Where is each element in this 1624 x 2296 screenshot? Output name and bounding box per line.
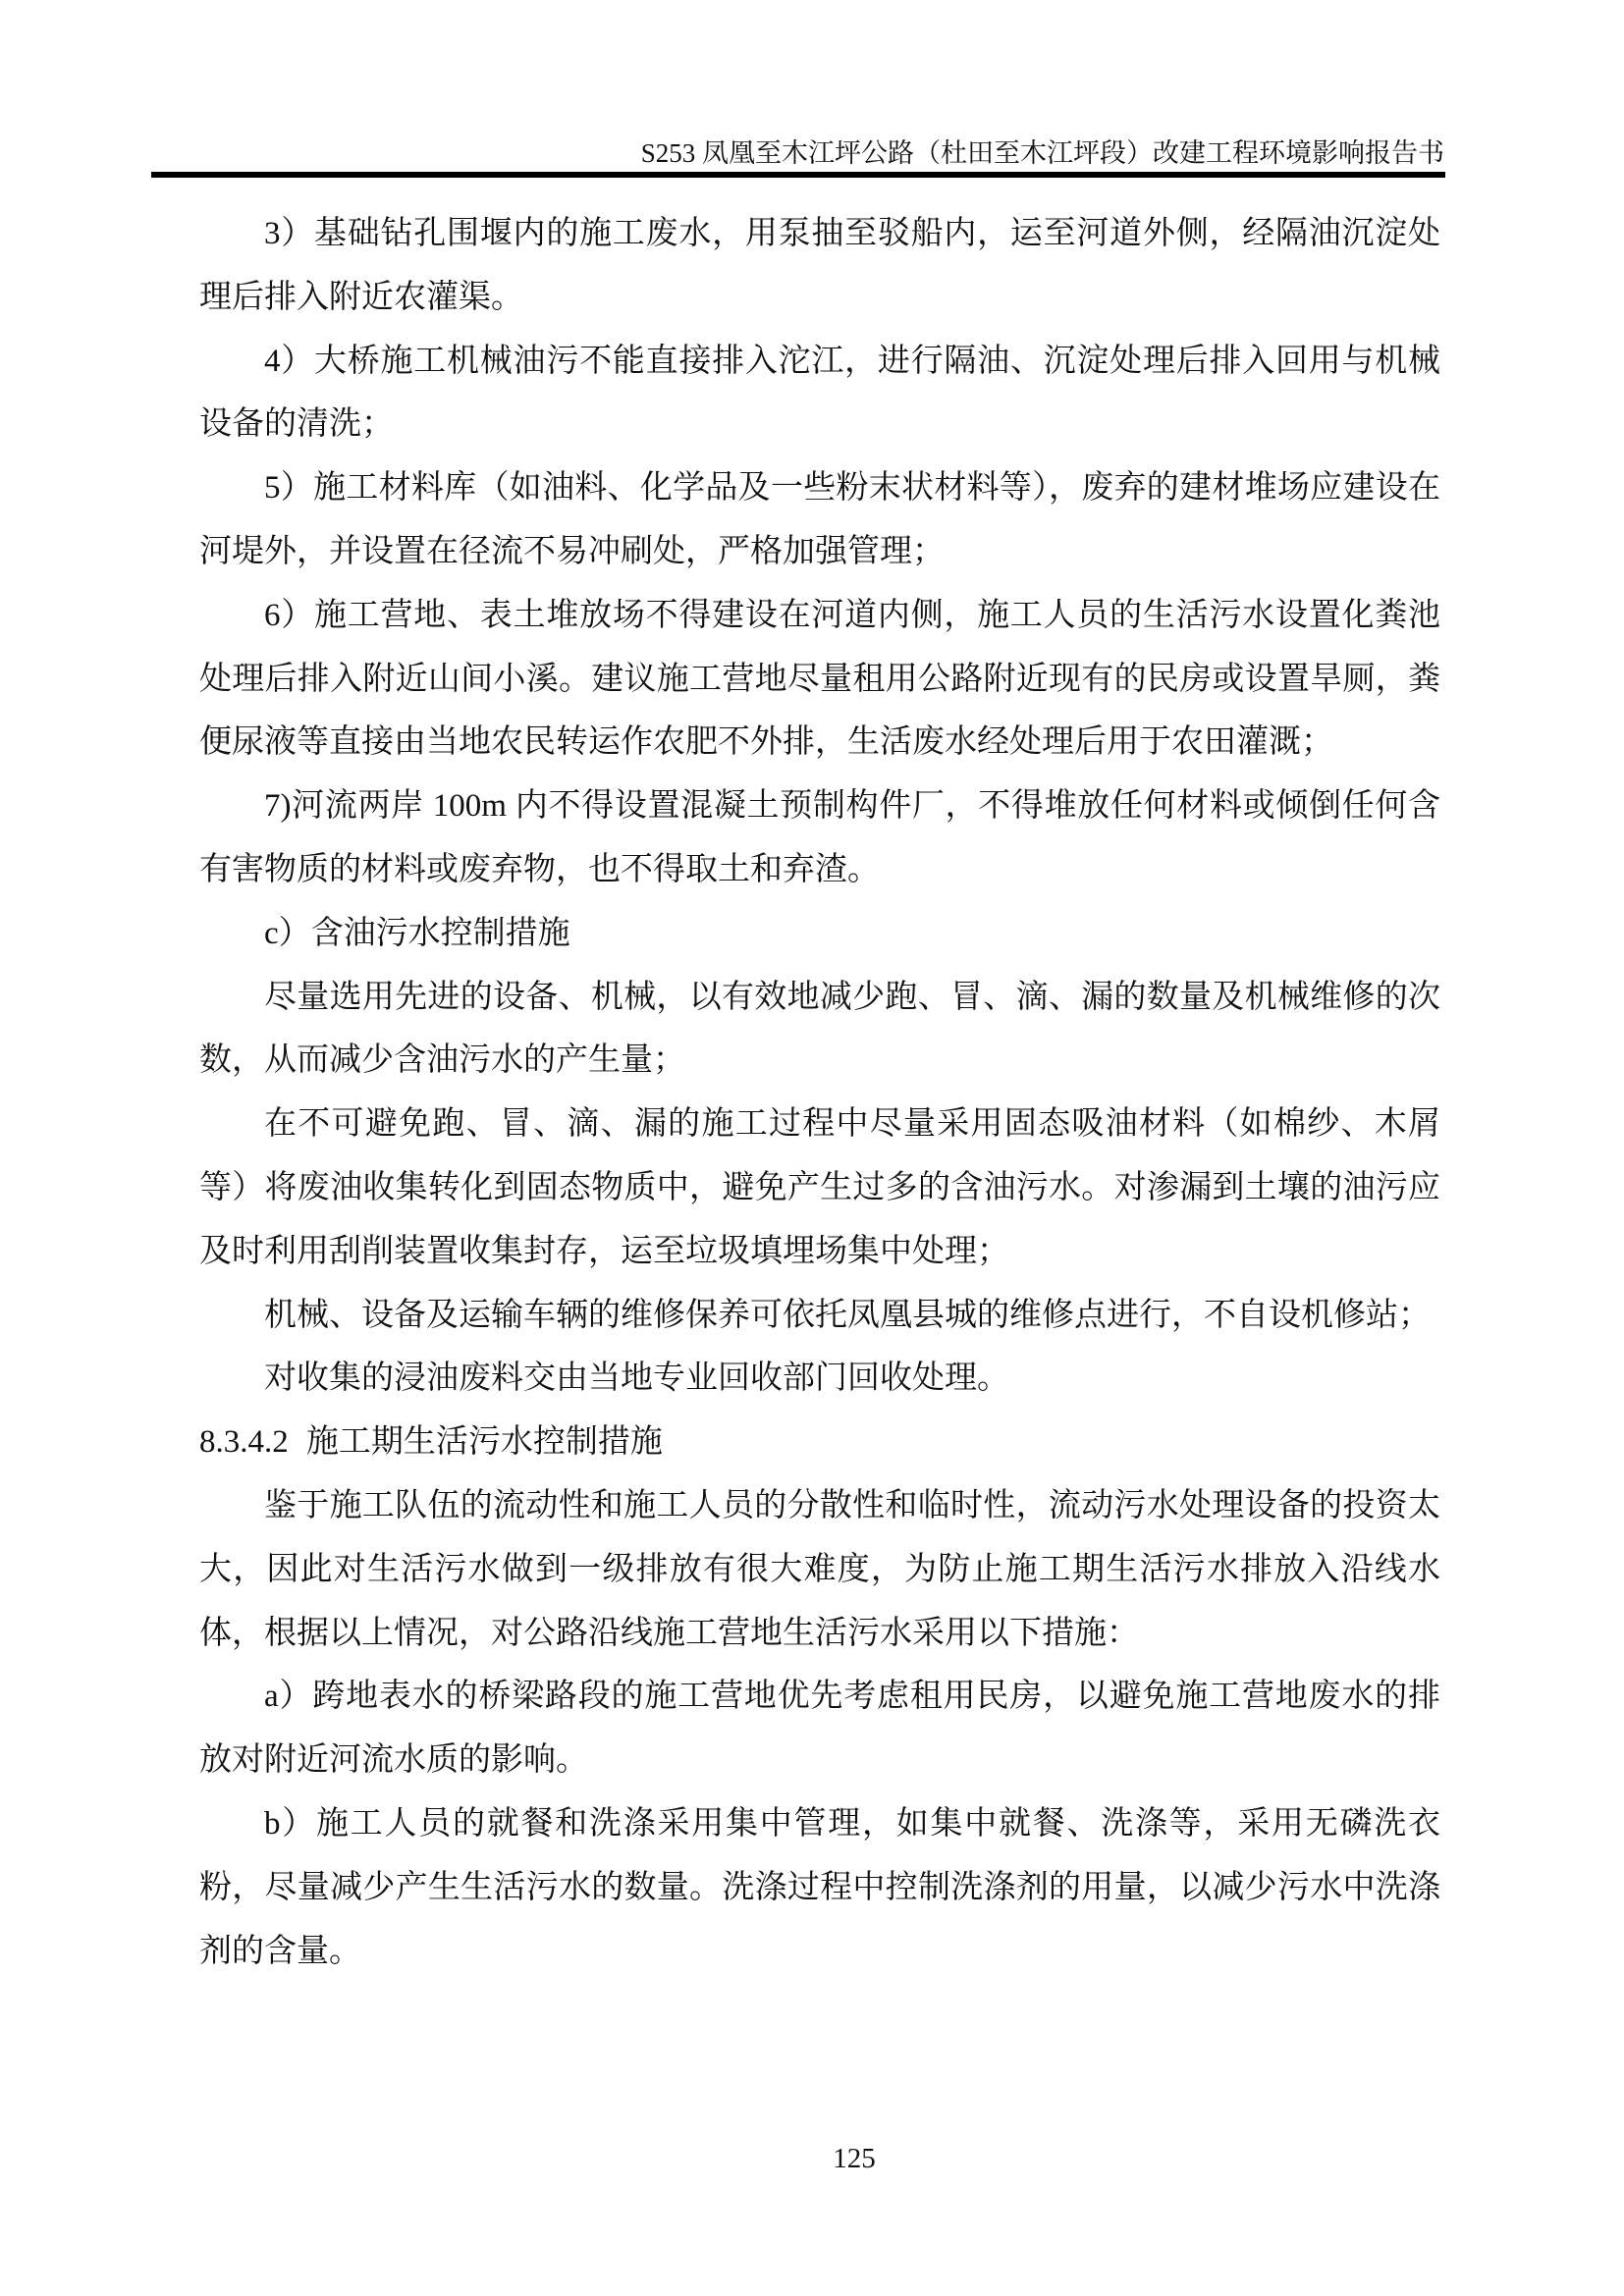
paragraph: 在不可避免跑、冒、滴、漏的施工过程中尽量采用固态吸油材料（如棉纱、木屑等）将废油收集转化到固态物质中，避免产生过多的含油污水。对渗漏到土壤的油污应及时利用刮削装置收集封存，运至垃圾填埋场集中处理； <box>199 1106 1440 1269</box>
paragraph: 7)河流两岸 100m 内不得设置混凝土预制构件厂，不得堆放任何材料或倾倒任何含有害物质的材料或废弃物，也不得取土和弃渣。 <box>199 788 1440 887</box>
header-title: S253 凤凰至木江坪公路（杜田至木江坪段）改建工程环境影响报告书 <box>640 138 1444 168</box>
paragraph: 鉴于施工队伍的流动性和施工人员的分散性和临时性，流动污水处理设备的投资太大，因此对生活污水做到一级排放有很大难度，为防止施工期生活污水排放入沿线水体，根据以上情况，对公路沿线施工营地生活污水采用以下措施： <box>199 1487 1440 1651</box>
paragraph: a）跨地表水的桥梁路段的施工营地优先考虑租用民房，以避免施工营地废水的排放对附近河流水质的影响。 <box>199 1679 1440 1779</box>
paragraph: 3）基础钻孔围堰内的施工废水，用泵抽至驳船内，运至河道外侧，经隔油沉淀处理后排入附近农灌渠。 <box>199 216 1440 315</box>
section-heading-number: 8.3.4.2 <box>199 1424 289 1461</box>
section-heading-title: 施工期生活污水控制措施 <box>305 1424 663 1461</box>
paragraph: 5）施工材料库（如油料、化学品及一些粉末状材料等），废弃的建材堆场应建设在河堤外，并设置在径流不易冲刷处，严格加强管理； <box>199 470 1440 569</box>
paragraph: 对收集的浸油废料交由当地专业回收部门回收处理。 <box>264 1361 1009 1397</box>
document-body <box>199 202 1440 1983</box>
page-number: 125 <box>833 2143 876 2174</box>
paragraph: 4）大桥施工机械油污不能直接排入沱江，进行隔油、沉淀处理后排入回用与机械设备的清洗； <box>199 343 1440 443</box>
header-rule <box>151 172 1445 178</box>
section-heading <box>199 1411 1440 1474</box>
paragraph: 6）施工营地、表土堆放场不得建设在河道内侧，施工人员的生活污水设置化粪池处理后排入附近山间小溪。建议施工营地尽量租用公路附近现有的民房或设置旱厕，粪便尿液等直接由当地农民转运作农肥不外排，生活废水经处理后用于农田灌溉； <box>199 597 1440 761</box>
paragraph: c）含油污水控制措施 <box>264 915 570 951</box>
paragraph: 尽量选用先进的设备、机械，以有效地减少跑、冒、滴、漏的数量及机械维修的次数，从而减少含油污水的产生量； <box>199 979 1440 1079</box>
paragraph: 机械、设备及运输车辆的维修保养可依托凤凰县城的维修点进行，不自设机修站； <box>264 1297 1431 1333</box>
paragraph: b）施工人员的就餐和洗涤采用集中管理，如集中就餐、洗涤等，采用无磷洗衣粉，尽量减少产生生活污水的数量。洗涤过程中控制洗涤剂的用量，以减少污水中洗涤剂的含量。 <box>199 1805 1440 1969</box>
